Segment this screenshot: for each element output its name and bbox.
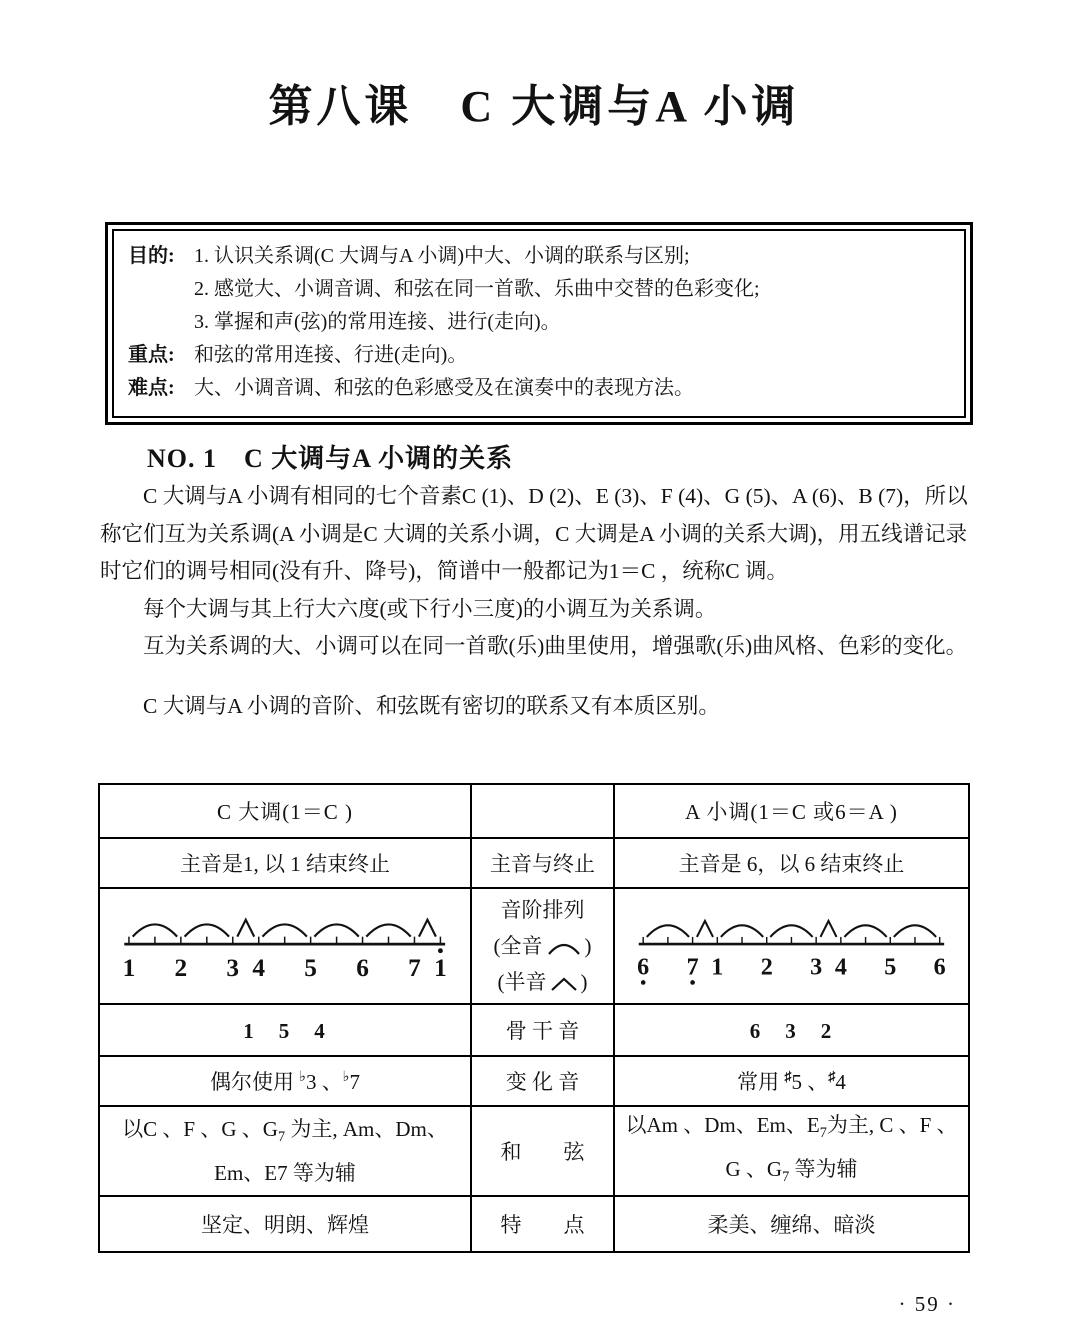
- half-tone-legend: [480, 964, 605, 1000]
- altered-row-label: 变 化 音: [471, 1056, 614, 1106]
- key-point-text: 和弦的常用连接、行进(走向)。: [194, 344, 468, 366]
- goal-label: 目的:: [128, 245, 175, 267]
- comparison-table: [98, 783, 970, 1253]
- tonic-a-minor-cell: 主音是 6，以 6 结束终止: [614, 838, 969, 888]
- a-minor-header-cell: A 小调(1＝C 或6＝A ): [614, 784, 969, 838]
- difficulty-text: 大、小调音调、和弦的色彩感受及在演奏中的表现方法。: [194, 377, 694, 399]
- scale-diagram-c-major: [99, 888, 471, 1004]
- altered-a-minor-cell: 常用 ♯5 、♯4: [614, 1056, 969, 1106]
- svg-text:1: 1: [434, 954, 448, 983]
- svg-text:2: 2: [174, 954, 188, 983]
- svg-text:4: 4: [252, 954, 266, 983]
- skeleton-c-major-cell: 1 5 4: [99, 1004, 471, 1056]
- half-tone-label: (半音: [497, 970, 547, 994]
- traits-a-minor-cell: 柔美、缠绵、暗淡: [614, 1196, 969, 1252]
- svg-text:2: 2: [760, 954, 773, 981]
- key-point-label: 重点:: [128, 344, 175, 366]
- skeleton-row-label: 骨 干 音: [471, 1004, 614, 1056]
- traits-c-major-cell: 坚定、明朗、辉煌: [99, 1196, 471, 1252]
- skeleton-a-minor-cell: 6 3 2: [614, 1004, 969, 1056]
- goal-item: 1. 认识关系调(C 大调与A 小调)中大、小调的联系与区别;: [194, 245, 690, 267]
- scale-row-label: [471, 888, 614, 1004]
- difficulty-label: 难点:: [128, 377, 175, 399]
- paren-close: ): [584, 934, 592, 958]
- svg-text:1: 1: [711, 954, 724, 981]
- paren-close: ): [580, 970, 588, 994]
- svg-text:7: 7: [408, 954, 422, 983]
- table-row: [99, 784, 969, 838]
- a-minor-scale-svg: [623, 903, 960, 989]
- goal-list: [190, 240, 760, 339]
- empty-header-cell: [471, 784, 614, 838]
- tonic-c-major-cell: 主音是1, 以 1 结束终止: [99, 838, 471, 888]
- c-major-header-cell: C 大调(1＝C ): [99, 784, 471, 838]
- table-row: [99, 1056, 969, 1106]
- svg-text:3: 3: [810, 954, 823, 981]
- scale-diagram-a-minor: [614, 888, 969, 1004]
- whole-tone-legend: [480, 928, 605, 964]
- table-row: [99, 838, 969, 888]
- altered-c-major-cell: 偶尔使用 ♭3 、♭7: [99, 1056, 471, 1106]
- svg-text:4: 4: [834, 954, 847, 981]
- svg-text:6: 6: [637, 954, 650, 981]
- svg-text:1: 1: [122, 954, 136, 983]
- difficulty-row: [128, 372, 946, 405]
- half-tone-caret-icon: [550, 977, 578, 992]
- c-major-scale-svg: [108, 901, 462, 991]
- goals-row: [128, 240, 946, 339]
- goal-item: 2. 感觉大、小调音调、和弦在同一首歌、乐曲中交替的色彩变化;: [194, 278, 760, 300]
- paragraph: 互为关系调的大、小调可以在同一首歌(乐)曲里使用，增强歌(乐)曲风格、色彩的变化。: [143, 634, 968, 658]
- table-row: [99, 1004, 969, 1056]
- table-row: [99, 1196, 969, 1252]
- body-text: [100, 478, 988, 725]
- key-point-row: [128, 339, 946, 372]
- table-row: [99, 1106, 969, 1196]
- svg-text:6: 6: [933, 954, 946, 981]
- tonic-row-label: 主音与终止: [471, 838, 614, 888]
- page-title: 第八课 C 大调与A 小调: [268, 82, 800, 131]
- page-number: · 59 ·: [898, 1292, 956, 1316]
- paragraph: C 大调与A 小调的音阶、和弦既有密切的联系又有本质区别。: [143, 693, 720, 718]
- whole-tone-label: (全音: [493, 934, 543, 958]
- svg-text:6: 6: [356, 954, 370, 983]
- goal-item: 3. 掌握和声(弦)的常用连接、进行(走向)。: [194, 311, 561, 333]
- whole-tone-arc-icon: [546, 941, 582, 956]
- objectives-box-inner: [112, 229, 966, 418]
- svg-text:7: 7: [686, 954, 699, 981]
- objectives-box: [105, 222, 973, 425]
- table-row: [99, 888, 969, 1004]
- chords-row-label: 和 弦: [471, 1106, 614, 1196]
- traits-row-label: 特 点: [471, 1196, 614, 1252]
- chords-a-minor-cell: 以Am 、Dm、Em、$E_7$为主, C 、F 、G 、$G_7$ 等为辅: [614, 1106, 969, 1196]
- svg-text:5: 5: [884, 954, 897, 981]
- paragraph: C 大调与A 小调有相同的七个音素C (1)、D (2)、E (3)、F (4)、G (5)、A (6)、B (7)，所以称它们互为关系调(A 小调是C 大调的关系小调，C 大调是A 小调的关系大调)，用五线谱记录时它们的调号相同(没有升、降号)，简谱中一般都记为1＝C ，统称C 调。: [100, 484, 968, 583]
- scale-label-title: 音阶排列: [500, 898, 585, 922]
- section-heading: NO. 1 C 大调与A 小调的关系: [147, 444, 514, 473]
- svg-text:3: 3: [226, 954, 240, 983]
- svg-text:5: 5: [304, 954, 318, 983]
- paragraph: 每个大调与其上行大六度(或下行小三度)的小调互为关系调。: [143, 596, 717, 621]
- chords-c-major-cell: 以C 、F 、G 、$G_7$ 为主, Am、Dm、Em、E7 等为辅: [99, 1106, 471, 1196]
